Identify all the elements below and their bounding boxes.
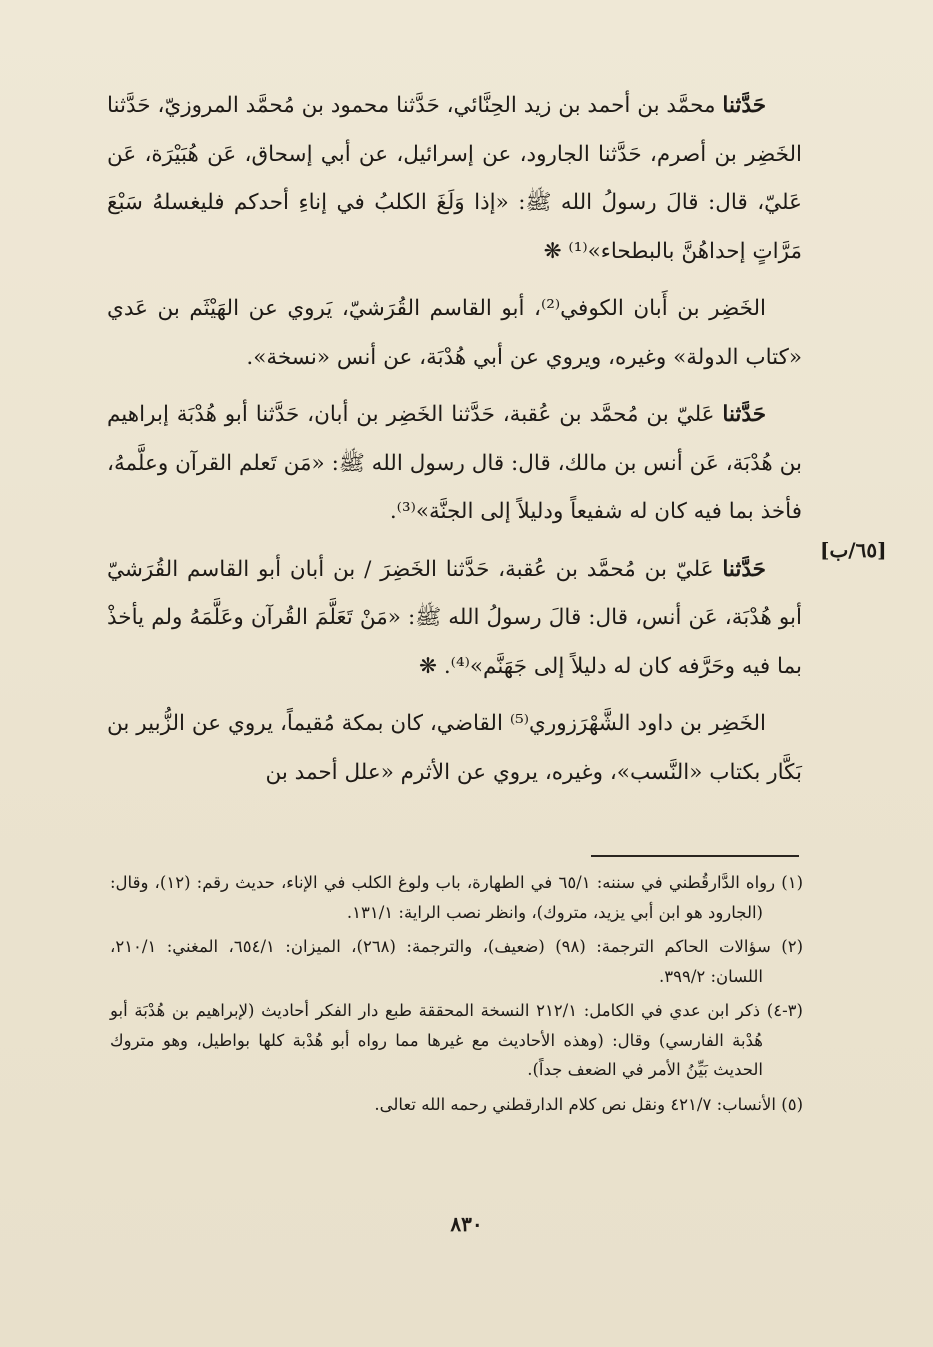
paragraph-text: عَليّ بن مُحمَّد بن عُقبة، حَدَّثنا الخَضِرَ / بن أبان أبو القاسم القُرَشيّ أبو هُدْبَة، عَن أنس، قال: قالَ رسولُ الله ﷺ: «مَنْ تَعَلَّمَ القُرآن وعَلَّمَهُ ولم يأخذْ بما فيه وحَرَّفه كان له دليلاً إلى جَهَنَّم»⁽⁴⁾. ❋	[107, 556, 802, 679]
paragraph	[107, 700, 802, 797]
paragraph-lead: حَدَّثنا	[722, 93, 766, 118]
footnote-number: (٣-٤)	[766, 1001, 803, 1020]
footnote	[110, 932, 803, 991]
paragraph	[107, 285, 802, 382]
footnote-text: رواه الدَّارقُطني في سننه: ٦٥/١ في الطهارة، باب ولوغ الكلب في الإناء، حديث رقم: (١٢)، وقال: (الجارود هو ابن أبي يزيد، متروك)، وانظر نصب الراية: ١٣١/١.	[110, 873, 776, 922]
paragraph	[107, 391, 802, 537]
paragraph-lead: حَدَّثنا	[722, 556, 766, 582]
footnote-text: سؤالات الحاكم الترجمة: (٩٨) (ضعيف)، والترجمة: (٢٦٨)، الميزان: ٦٥٤/١، المغني: ٢١٠/١، اللسان: ٣٩٩/٢.	[110, 937, 771, 986]
paragraph-text: الخَضِر بن أَبان الكوفي⁽²⁾، أبو القاسم القُرَشيّ، يَروي عن الهَيْثَم بن عَدي «كتاب الدولة» وغيره، ويروي عن أبي هُدْبَة، عن أنس «نسخة».	[107, 296, 802, 370]
footnotes	[110, 868, 803, 1124]
footnote-number: (٢)	[781, 937, 804, 956]
footnote-separator	[591, 855, 799, 857]
footnote-text: ذكر ابن عدي في الكامل: ٢١٢/١ النسخة المحققة طبع دار الفكر أحاديث (لإبراهيم بن هُدْبَة أبو هُدْبة الفارسي) وقال: (وهذه الأحاديث مع غيرها مما رواه أبو هُدْبة كلها بواطيل، وهو متروك الحديث بَيِّنُ الأمر في الضعف جداً).	[110, 1001, 763, 1079]
paragraph	[107, 546, 802, 692]
footnote-text: الأنساب: ٤٢١/٧ ونقل نص كلام الدارقطني رحمه الله تعالى.	[374, 1094, 776, 1114]
page-number: ٨٣٠	[450, 1212, 483, 1236]
footnote	[110, 1090, 803, 1120]
paragraph-lead: حَدَّثنا	[722, 402, 766, 427]
paragraph-text: محمَّد بن أحمد بن زيد الحِنَّائي، حَدَّثنا محمود بن مُحمَّد المروزيّ، حَدَّثنا الخَضِر بن أصرم، حَدَّثنا الجارود، عن إسرائيل، عن أبي إسحاق، عَن هُبَيْرَة، عَن عَليّ، قال: قالَ رسولُ الله ﷺ: «إذا وَلَغَ الكلبُ في إناءِ أحدكم فليغسلهُ سَبْعَ مَرَّاتٍ إحداهُنَّ بالبطحاء»⁽¹⁾ ❋	[107, 93, 802, 264]
footnote-number: (١)	[781, 873, 803, 892]
paragraph	[107, 82, 802, 276]
paragraph-text: الخَضِر بن داود الشَّهْرَزوري⁽⁵⁾ القاضي، كان بمكة مُقيماً، يروي عن الزُّبير بن بَكَّار بكتاب «النَّسب»، وغيره، يروي عن الأثرم «علل أحمد بن	[107, 711, 802, 785]
footnote	[110, 996, 803, 1085]
main-text	[107, 82, 802, 806]
footnote-number: (٥)	[781, 1094, 803, 1114]
manuscript-folio-ref: [٦٥/ب]	[820, 538, 887, 562]
paragraph-text: عَليّ بن مُحمَّد بن عُقبة، حَدَّثنا الخَضِر بن أبان، حَدَّثنا أبو هُدْبَة إبراهيم بن هُدْبَة، عَن أنس بن مالك، قال: قال رسول الله ﷺ: «مَن تَعلم القرآن وعلَّمهُ، فأخذ بما فيه كان له شفيعاً ودليلاً إلى الجنَّة»⁽³⁾.	[107, 402, 802, 524]
footnote	[110, 868, 803, 927]
